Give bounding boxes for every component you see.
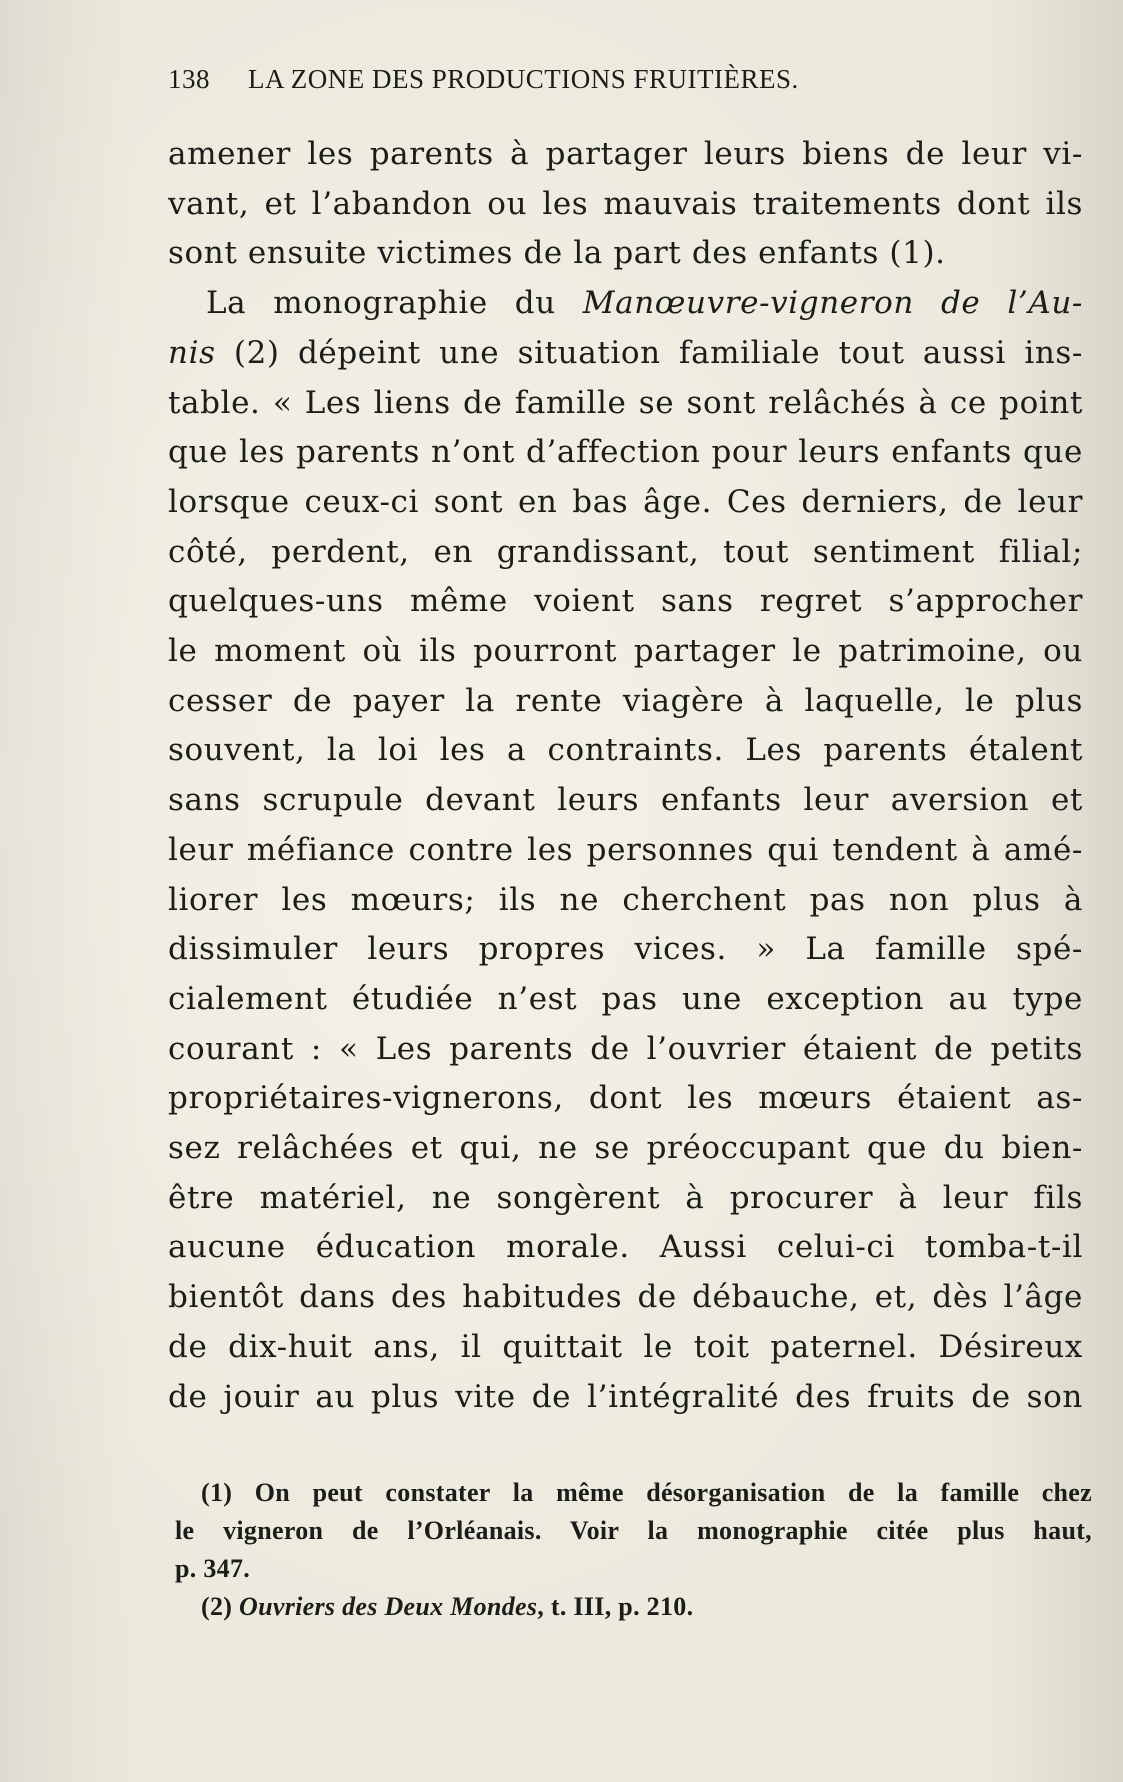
footnote-line: (1) On peut constater la même désorganisation de la famille chez bbox=[201, 1478, 1092, 1507]
footnotes bbox=[175, 1474, 1092, 1626]
text-line: table. « Les liens de famille se sont relâchés à ce point bbox=[168, 384, 1083, 421]
text-line: être matériel, ne songèrent à procurer à leur fils bbox=[168, 1179, 1083, 1216]
text-line: de jouir au plus vite de l’intégralité des fruits de son bbox=[168, 1378, 1083, 1415]
italic-title: nis bbox=[168, 334, 216, 371]
footnote-line: p. 347. bbox=[175, 1554, 251, 1583]
chapter-title: LA ZONE DES PRODUCTIONS FRUITIÈRES. bbox=[248, 64, 799, 94]
text-line: aucune éducation morale. Aussi celui-ci tomba-t-il bbox=[168, 1229, 1083, 1266]
text-line: bientôt dans des habitudes de débauche, et, dès l’âge bbox=[168, 1279, 1083, 1316]
page-number: 138 bbox=[168, 64, 210, 94]
text-line: souvent, la loi les a contraints. Les parents étalent bbox=[168, 732, 1083, 769]
text-line: courant : « Les parents de l’ouvrier étaient de petits bbox=[168, 1030, 1083, 1067]
text-line: sans scrupule devant leurs enfants leur aversion et bbox=[168, 782, 1083, 819]
italic-title: Ouvriers des Deux Mondes bbox=[239, 1592, 538, 1621]
text-line: quelques-uns même voient sans regret s’approcher bbox=[168, 583, 1083, 620]
italic-title: Manœuvre-vigneron de l’Au- bbox=[582, 285, 1083, 322]
running-head bbox=[168, 64, 958, 95]
footnote-1 bbox=[175, 1474, 1092, 1588]
text-line: sont ensuite victimes de la part des enfants (1). bbox=[168, 235, 946, 272]
text-line: cialement étudiée n’est pas une exception au type bbox=[168, 980, 1083, 1017]
text-span: La monographie du bbox=[206, 285, 583, 322]
text-line: côté, perdent, en grandissant, tout sentiment filial; bbox=[168, 533, 1083, 570]
text-line: leur méfiance contre les personnes qui tendent à amé- bbox=[168, 831, 1083, 868]
text-line: lorsque ceux-ci sont en bas âge. Ces derniers, de leur bbox=[168, 483, 1083, 520]
footnote-number: (2) bbox=[201, 1592, 240, 1621]
text-line: vant, et l’abandon ou les mauvais traitements dont ils bbox=[168, 185, 1083, 222]
text-line: le moment où ils pourront partager le patrimoine, ou bbox=[168, 633, 1083, 670]
text-line: propriétaires-vignerons, dont les mœurs étaient as- bbox=[168, 1080, 1083, 1117]
body-text bbox=[168, 130, 1083, 1422]
text-line: dissimuler leurs propres vices. » La famille spé- bbox=[168, 931, 1083, 968]
text-line: que les parents n’ont d’affection pour leurs enfants que bbox=[168, 434, 1083, 471]
text-line: amener les parents à partager leurs biens de leur vi- bbox=[168, 136, 1083, 172]
footnote-2 bbox=[175, 1588, 1092, 1626]
text-line: cesser de payer la rente viagère à laquelle, le plus bbox=[168, 682, 1083, 719]
text-line bbox=[168, 279, 1083, 329]
text-span: (2) dépeint une situation familiale tout aussi ins- bbox=[215, 334, 1083, 371]
footnote-line: le vigneron de l’Orléanais. Voir la monographie citée plus haut, bbox=[175, 1516, 1092, 1545]
text-line: de dix-huit ans, il quittait le toit paternel. Désireux bbox=[168, 1328, 1083, 1365]
text-line: sez relâchées et qui, ne se préoccupant que du bien- bbox=[168, 1130, 1083, 1167]
text-line: liorer les mœurs; ils ne cherchent pas non plus à bbox=[168, 881, 1083, 918]
footnote-line: , t. III, p. 210. bbox=[537, 1592, 694, 1621]
text-line bbox=[168, 329, 1083, 379]
